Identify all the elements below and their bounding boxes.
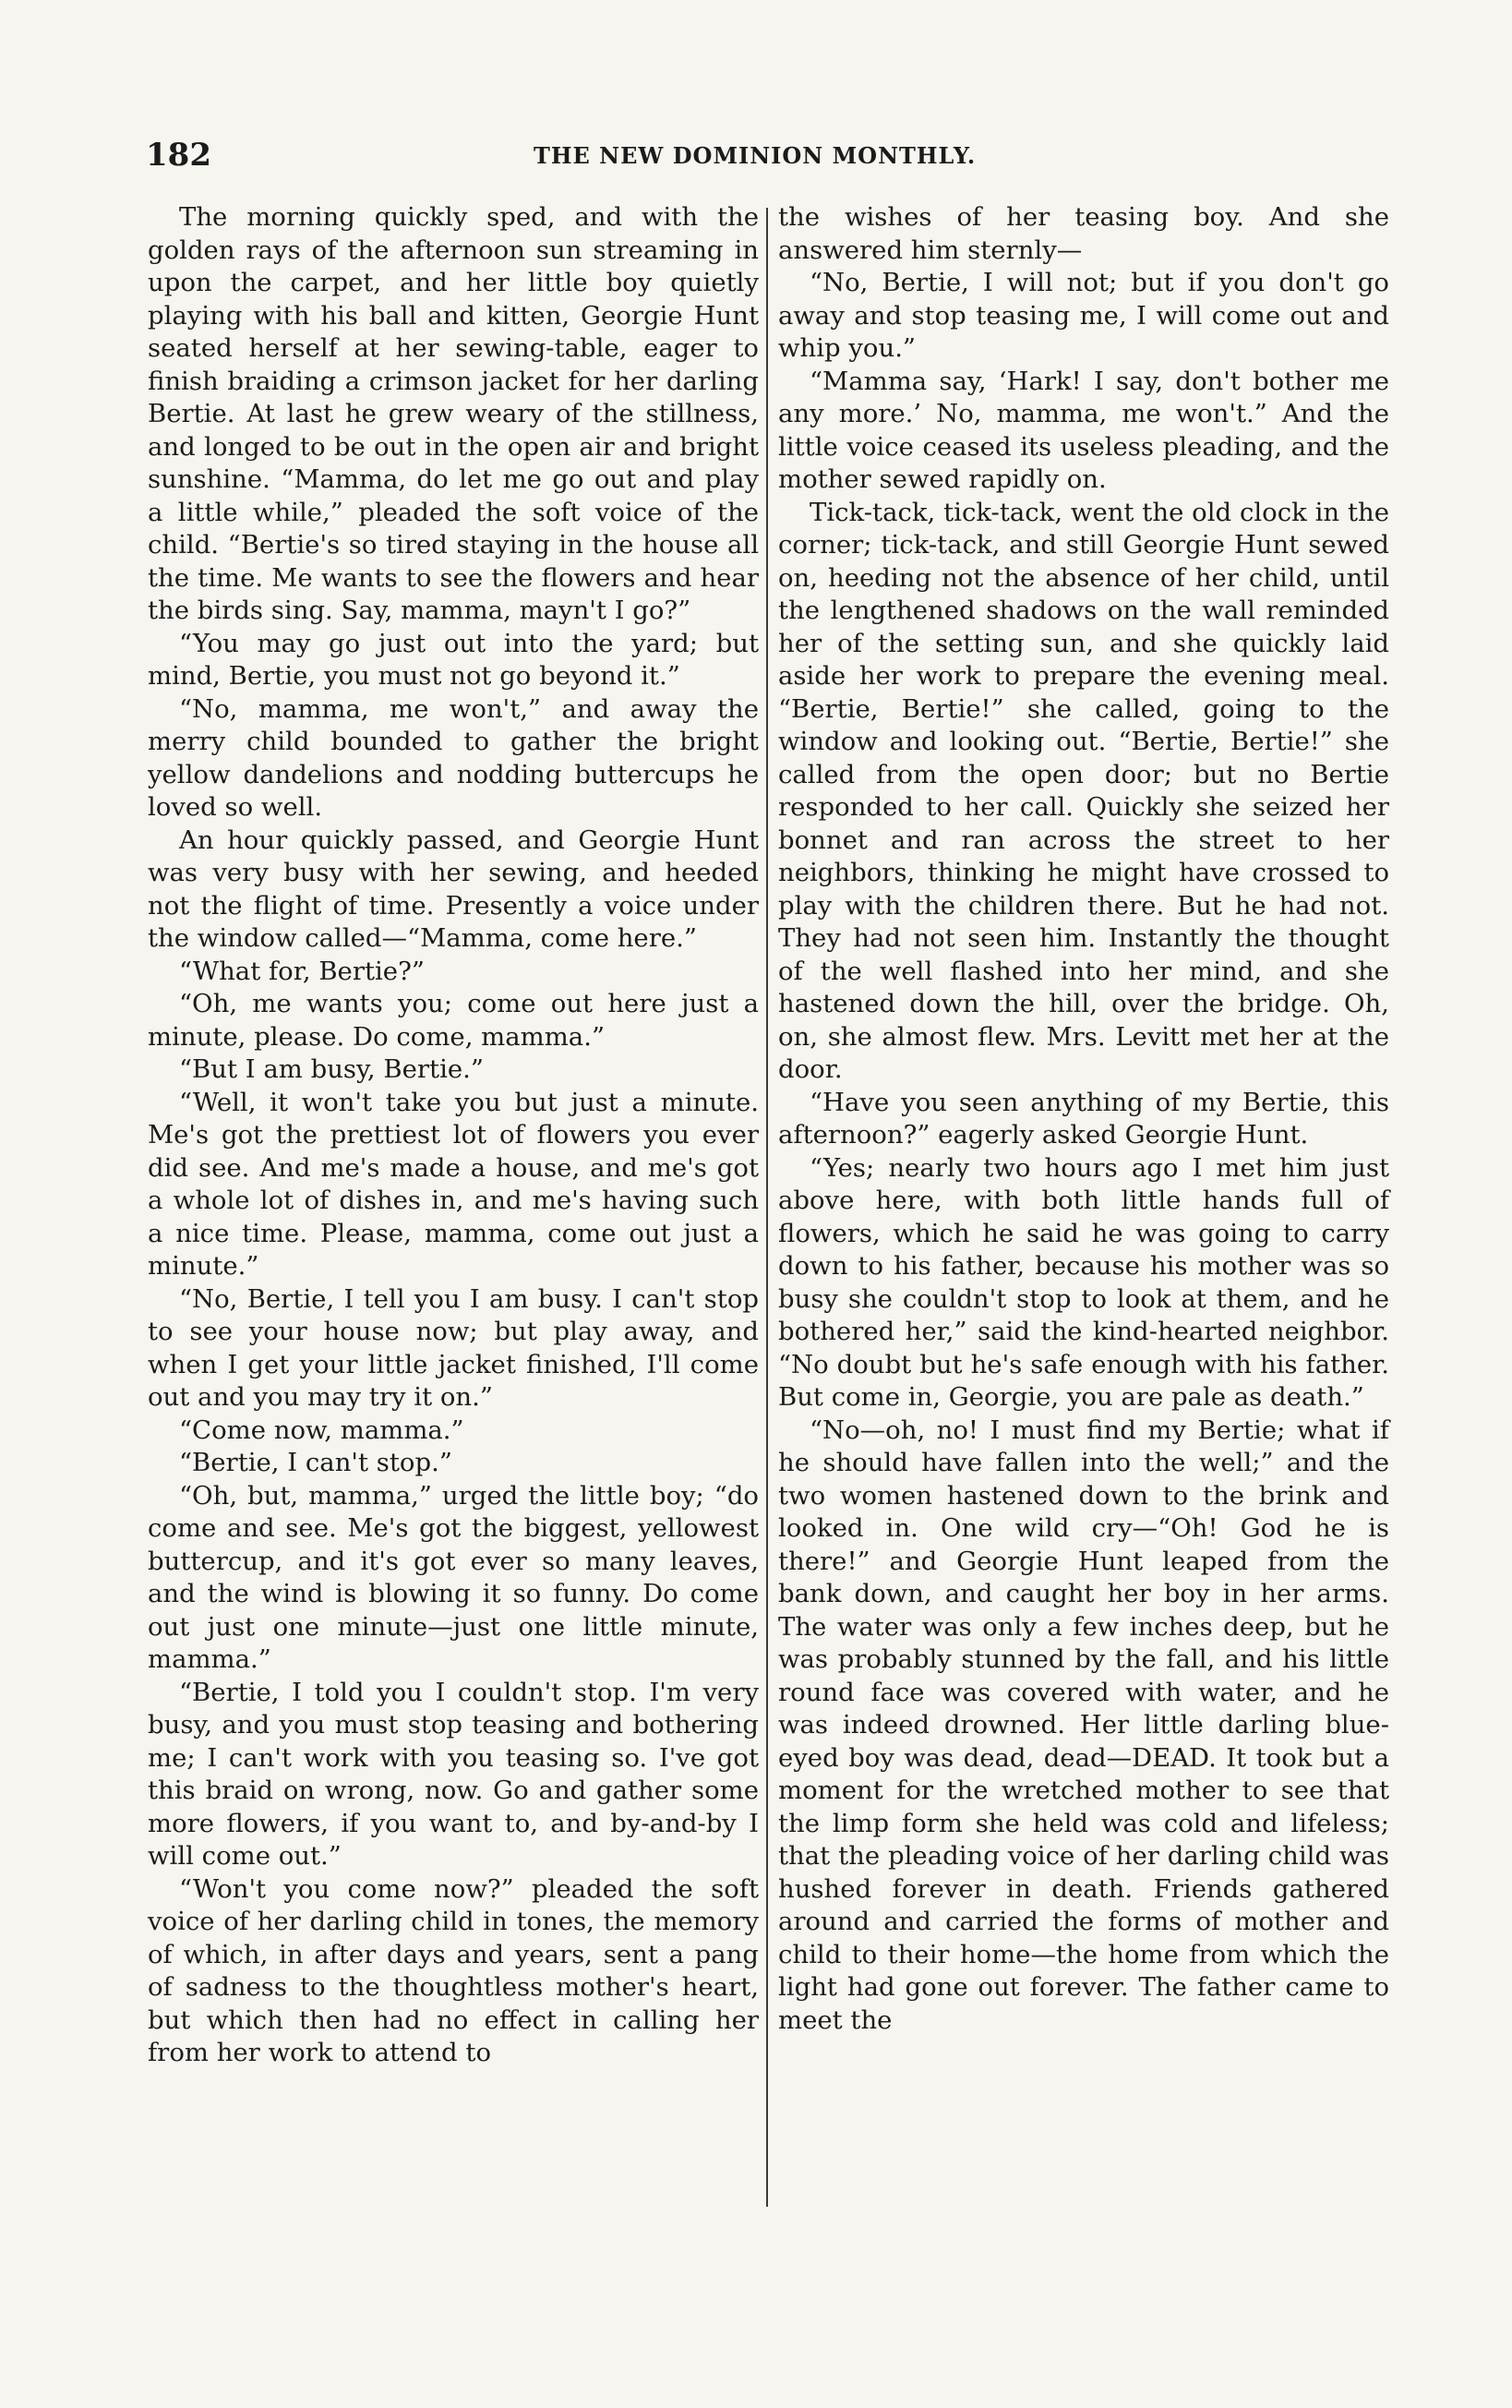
paragraph: “Yes; nearly two hours ago I met him just above here, with both little hands full of flowers, which he said he was going to carry down to his father, because his mother was so busy she couldn't stop to look at them, and he bothered her,” said the kind-hearted neighbor. “No doubt but he's safe enough with his father. But come in, Georgie, you are pale as death.” xyxy=(778,1152,1389,1412)
paragraph: “Come now, mamma.” xyxy=(179,1415,464,1445)
paragraph: “Oh, but, mamma,” urged the little boy; “do come and see. Me's got the biggest, yellowest buttercup, and it's got ever so many leaves, and the wind is blowing it so funny. Do come out just one minute—just one little minute, mamma.” xyxy=(148,1480,759,1674)
paragraph: “What for, Bertie?” xyxy=(179,956,425,986)
right-column xyxy=(778,201,1389,2037)
paragraph: “You may go just out into the yard; but mind, Bertie, you must not go beyond it.” xyxy=(148,628,759,691)
paragraph: “No, Bertie, I will not; but if you don't go away and stop teasing me, I will come out and whip you.” xyxy=(778,268,1389,363)
paragraph: “Bertie, I can't stop.” xyxy=(179,1448,452,1477)
page-number: 182 xyxy=(146,137,211,174)
paragraph: “No, mamma, me won't,” and away the merry child bounded to gather the bright yellow dandelions and nodding buttercups he loved so well. xyxy=(148,693,759,822)
paragraph: “Won't you come now?” pleaded the soft voice of her darling child in tones, the memory of which, in after days and years, sent a pang of sadness to the thoughtless mother's heart, but which then had no effect in calling her from her work to attend to xyxy=(148,1873,759,2067)
paragraph: the wishes of her teasing boy. And she answered him sternly— xyxy=(778,202,1389,265)
paragraph: “Well, it won't take you but just a minute. Me's got the prettiest lot of flowers you ever did see. And me's made a house, and me's got a whole lot of dishes in, and me's having such a nice time. Please, mamma, come out just a minute.” xyxy=(148,1087,759,1281)
paragraph: “Have you seen anything of my Bertie, this afternoon?” eagerly asked Georgie Hunt. xyxy=(778,1087,1389,1150)
paragraph: “No, Bertie, I tell you I am busy. I can't stop to see your house now; but play away, and when I get your little jacket finished, I'll come out and you may try it on.” xyxy=(148,1283,759,1412)
page-header xyxy=(146,137,1383,174)
paragraph: “Oh, me wants you; come out here just a minute, please. Do come, mamma.” xyxy=(148,989,759,1052)
running-title: THE NEW DOMINION MONTHLY. xyxy=(534,142,977,169)
paragraph: “No—oh, no! I must find my Bertie; what if he should have fallen into the well;” and the two women hastened down to the brink and looked in. One wild cry—“Oh! God he is there!” and Georgie Hunt leaped from the bank down, and caught her boy in her arms. The water was only a few inches deep, but he was probably stunned by the fall, and his little round face was covered with water, and he was indeed drowned. Her little darling blue-eyed boy was dead, dead—DEAD. It took but a moment for the wretched mother to see that the limp form she held was cold and lifeless; that the pleading voice of her darling child was hushed forever in death. Friends gathered around and carried the forms of mother and child to their home—the home from which the light had gone out forever. The father came to meet the xyxy=(778,1415,1389,2035)
paragraph: “Bertie, I told you I couldn't stop. I'm very busy, and you must stop teasing and bothering me; I can't work with you teasing so. I've got this braid on wrong, now. Go and gather some more flowers, if you want to, and by-and-by I will come out.” xyxy=(148,1677,759,1871)
paragraph: The morning quickly sped, and with the golden rays of the afternoon sun streaming in upon the carpet, and her little boy quietly playing with his ball and kitten, Georgie Hunt seated herself at her sewing-table, eager to finish braiding a crimson jacket for her darling Bertie. At last he grew weary of the stillness, and longed to be out in the open air and bright sunshine. “Mamma, do let me go out and play a little while,” pleaded the soft voice of the child. “Bertie's so tired staying in the house all the time. Me wants to see the flowers and hear the birds sing. Say, mamma, mayn't I go?” xyxy=(148,202,759,625)
left-column xyxy=(148,201,759,2070)
paragraph: “Mamma say, ‘Hark! I say, don't bother me any more.’ No, mamma, me won't.” And the little voice ceased its useless pleading, and the mother sewed rapidly on. xyxy=(778,366,1389,494)
paragraph: An hour quickly passed, and Georgie Hunt was very busy with her sewing, and heeded not the flight of time. Presently a voice under the window called—“Mamma, come here.” xyxy=(148,825,759,953)
paragraph: “But I am busy, Bertie.” xyxy=(179,1054,484,1084)
column-divider xyxy=(766,208,768,2207)
paragraph: Tick-tack, tick-tack, went the old clock in the corner; tick-tack, and still Georgie Hunt sewed on, heeding not the absence of her child, until the lengthened shadows on the wall reminded her of the setting sun, and she quickly laid aside her work to prepare the evening meal. “Bertie, Bertie!” she called, going to the window and looking out. “Bertie, Bertie!” she called from the open door; but no Bertie responded to her call. Quickly she seized her bonnet and ran across the street to her neighbors, thinking he might have crossed to play with the children there. But he had not. They had not seen him. Instantly the thought of the well flashed into her mind, and she hastened down the hill, over the bridge. Oh, on, she almost flew. Mrs. Levitt met her at the door. xyxy=(778,497,1389,1084)
